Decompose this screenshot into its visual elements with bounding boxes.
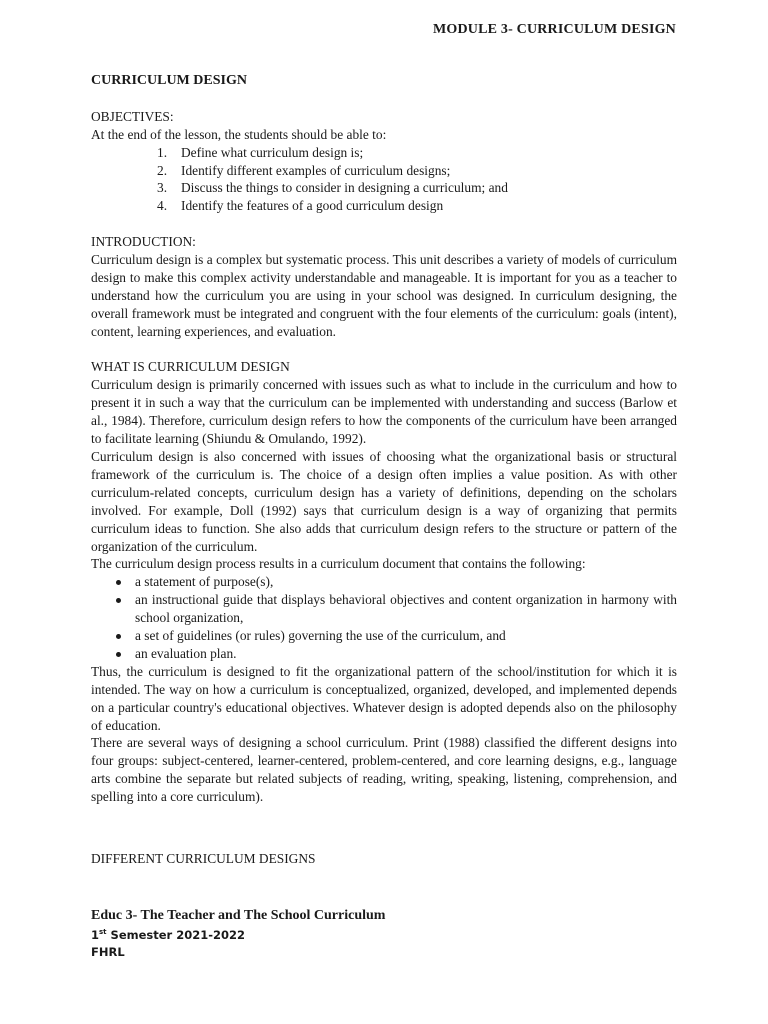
what-is-paragraph-5: There are several ways of designing a school curriculum. Print (1988) classified the different designs into four groups: subject-centered, learner-centered, problem-centered, and core learning designs, e.g., language arts combine the separate but related subjects of reading, writing, speaking, listening, comprehension, and spelling into a core curriculum). <box>91 735 677 805</box>
objective-text: Define what curriculum design is; <box>181 144 364 160</box>
semester-number: 1 <box>91 928 100 942</box>
author-initials: FHRL <box>91 945 125 959</box>
bullet-text: a set of guidelines (or rules) governing the use of the curriculum, and <box>135 628 506 644</box>
objective-number: 4. <box>157 198 168 214</box>
bullet-icon <box>116 598 121 603</box>
semester-label <box>91 928 385 942</box>
what-is-heading: WHAT IS CURRICULUM DESIGN <box>91 359 290 375</box>
objective-item <box>91 179 677 197</box>
objective-item <box>91 162 677 180</box>
objective-item <box>91 144 677 162</box>
page-title: CURRICULUM DESIGN <box>91 73 247 88</box>
bullet-item <box>91 627 677 645</box>
bullet-text: a statement of purpose(s), <box>135 574 274 590</box>
objectives-list <box>91 144 677 216</box>
what-is-paragraph-3: The curriculum design process results in a curriculum document that contains the following: <box>91 556 586 572</box>
introduction-heading: INTRODUCTION: <box>91 234 196 250</box>
objective-number: 1. <box>157 144 168 160</box>
objectives-heading: OBJECTIVES: <box>91 108 174 124</box>
bullet-item <box>91 645 677 663</box>
objectives-intro: At the end of the lesson, the students should be able to: <box>91 126 387 142</box>
semester-ordinal: st <box>99 928 107 937</box>
what-is-paragraph-1: Curriculum design is primarily concerned with issues such as what to include in the curriculum and how to present it in such a way that the curriculum can be implemented with understanding and success (Barlow et al., 1984). Therefore, curriculum design refers to how the components of the curriculum have been arranged to facilitate learning (Shiundu & Omulando, 1992). <box>91 377 677 447</box>
objective-number: 3. <box>157 180 168 196</box>
bullet-item <box>91 573 677 591</box>
bullet-text: an instructional guide that displays behavioral objectives and content organization in harmony with school organization, <box>135 592 677 626</box>
bullet-icon <box>116 652 121 657</box>
bullet-item <box>91 591 677 627</box>
bullet-icon <box>116 580 121 585</box>
bullet-icon <box>116 634 121 639</box>
objective-text: Discuss the things to consider in designing a curriculum; and <box>181 180 508 196</box>
document-contents-list <box>91 573 677 663</box>
objective-text: Identify the features of a good curriculum design <box>181 198 444 214</box>
what-is-paragraph-4: Thus, the curriculum is designed to fit the organizational pattern of the school/institution for which it is intended. The way on how a curriculum is conceptualized, organized, developed, and implemented depends on a particular country's educational objectives. Whatever design is adopted depends also on the philosophy of education. <box>91 663 677 733</box>
semester-text: Semester 2021-2022 <box>106 928 246 942</box>
objective-text: Identify different examples of curriculum designs; <box>181 162 451 178</box>
what-is-paragraph-2: Curriculum design is also concerned with issues of choosing what the organizational basis or structural framework of the curriculum is. The choice of a design often implies a value position. As with other curriculum-related concepts, curriculum design has a variety of definitions, depending on the scholars involved. For example, Doll (1992) says that curriculum design is a way of organizing that permits curriculum ideas to function. She also adds that curriculum design refers to the structure or pattern of the organization of the curriculum. <box>91 448 677 554</box>
introduction-paragraph: Curriculum design is a complex but systematic process. This unit describes a variety of models of curriculum design to make this complex activity understandable and manageable. It is important for you as a teacher to understand how the curriculum you are using in your school was designed. In curriculum designing, the overall framework must be integrated and congruent with the four elements of the curriculum: goals (intent), content, learning experiences, and evaluation. <box>91 252 677 339</box>
objective-number: 2. <box>157 162 168 178</box>
different-designs-heading: DIFFERENT CURRICULUM DESIGNS <box>91 850 316 866</box>
objective-item <box>91 197 677 215</box>
document-body <box>91 72 677 868</box>
course-title: Educ 3- The Teacher and The School Curriculum <box>91 908 386 923</box>
module-header: MODULE 3- CURRICULUM DESIGN <box>432 22 676 37</box>
page-footer <box>91 908 385 959</box>
bullet-text: an evaluation plan. <box>135 645 237 661</box>
